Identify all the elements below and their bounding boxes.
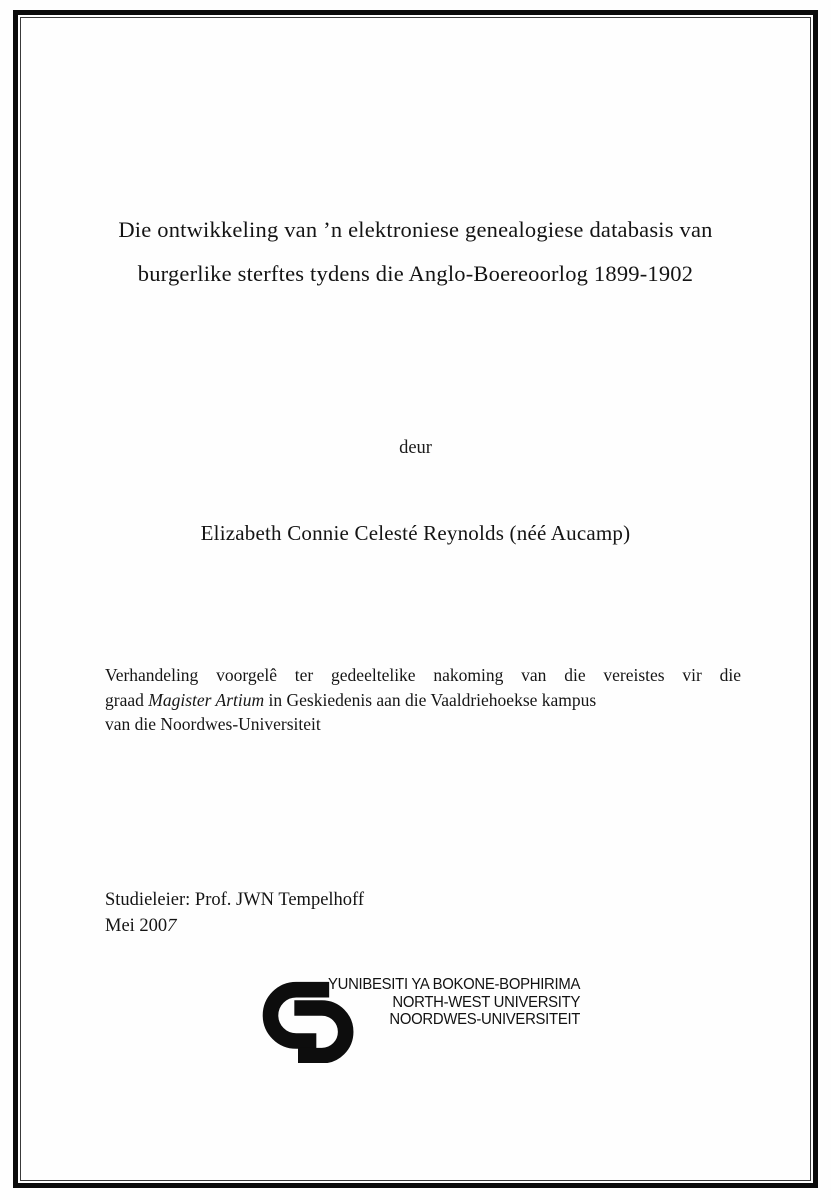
degree-name-italic: Magister Artium xyxy=(148,689,265,710)
thesis-title-line-2: burgerlike sterftes tydens die Anglo-Boereoorlog 1899-1902 xyxy=(137,261,694,286)
thesis-title xyxy=(0,208,831,296)
author-name: Elizabeth Connie Celesté Reynolds (néé Aucamp) xyxy=(200,521,631,545)
supervisor-and-date xyxy=(105,887,364,939)
byline-label: deur xyxy=(399,438,432,458)
supervisor-line: Studieleier: Prof. JWN Tempelhoff xyxy=(105,890,365,910)
degree-statement-line-2 xyxy=(105,688,741,713)
university-logo-text xyxy=(328,976,580,1029)
date-line xyxy=(105,913,364,939)
logo-text-setswana: YUNIBESITI YA BOKONE-BOPHIRIMA xyxy=(328,976,581,993)
degree-statement-line-3: van die Noordwes-Universiteit xyxy=(105,714,321,734)
logo-text-afrikaans: NOORDWES-UNIVERSITEIT xyxy=(389,1011,581,1028)
degree-statement-line-2-suffix: in Geskiedenis aan die Vaaldriehoekse kampus xyxy=(264,689,597,710)
university-logo xyxy=(256,971,591,1063)
degree-statement-line-2-prefix: graad xyxy=(105,689,149,710)
logo-text-english: NORTH-WEST UNIVERSITY xyxy=(392,993,581,1011)
date-prefix: Mei 200 xyxy=(105,916,168,936)
thesis-title-line-1: Die ontwikkeling van ’n elektroniese genealogiese databasis van xyxy=(118,217,713,242)
date-last-digit: 7 xyxy=(165,916,179,936)
degree-statement xyxy=(105,663,741,737)
degree-statement-line-1: Verhandeling voorgelê ter gedeeltelike nakoming van die vereistes vir die xyxy=(105,665,741,685)
